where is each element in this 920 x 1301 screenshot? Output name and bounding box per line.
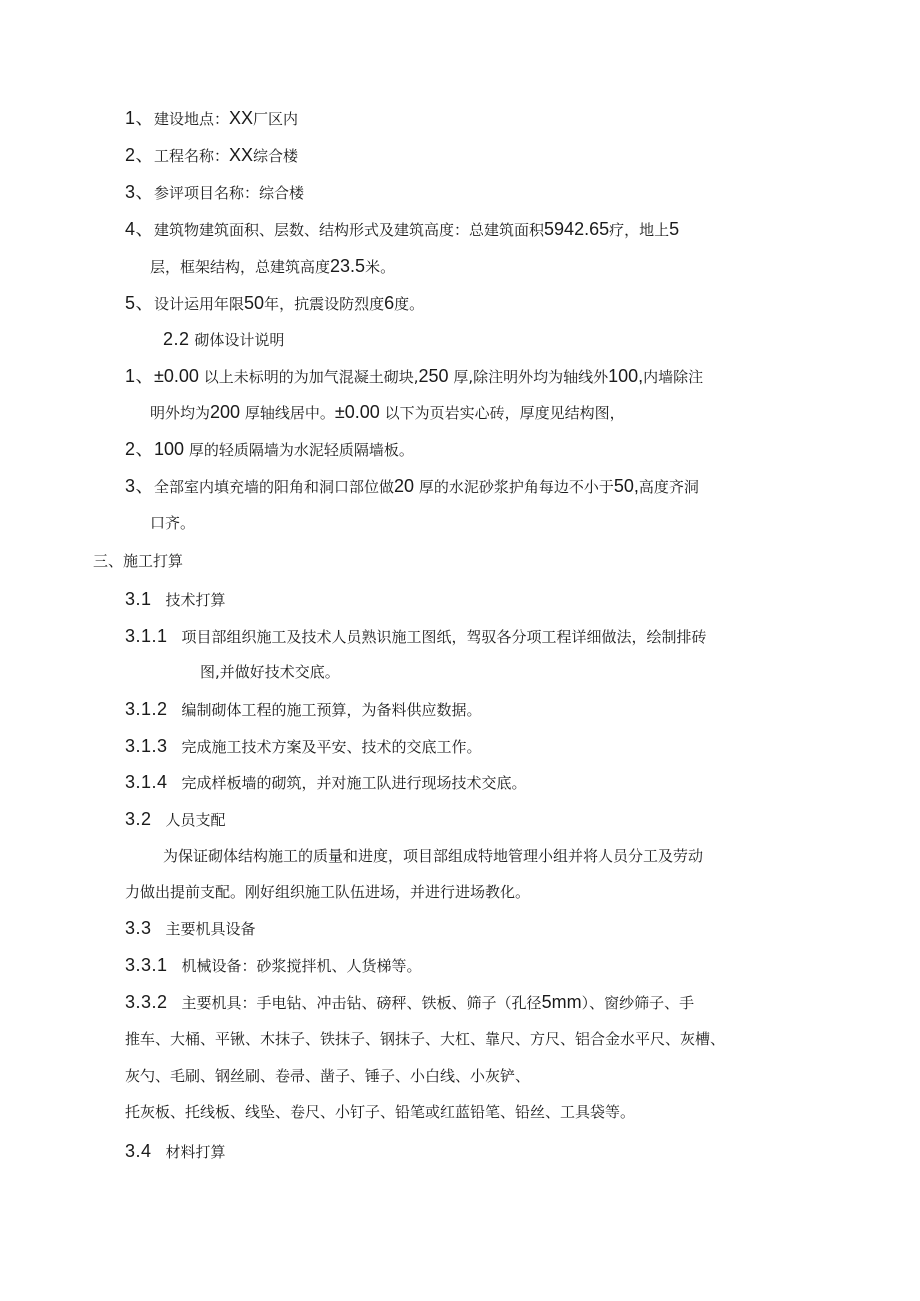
masonry-para-2: 2、100 厚的轻质隔墙为水泥轻质隔墙板。 [125,439,414,459]
heading-3-1-2: 3.1.2 编制砌体工程的施工预算，为备料供应数据。 [125,699,482,719]
heading-3-1-4: 3.1.4 完成样板墙的砌筑，并对施工队进行现场技术交底。 [125,772,527,792]
heading-3-4: 3.4 材料打算 [125,1141,226,1161]
para-3-2-line-1: 为保证砌体结构施工的质量和进度，项目部组成特地管理小组并将人员分工及劳动 [163,847,704,865]
masonry-para-1: 1、±0.00 以上未标明的为加气混凝土砌块,250 厚,除注明外均为轴线外100,内墙除注 [125,366,704,386]
heading-3-1-1-continued: 图,并做好技术交底。 [200,663,340,681]
item-5: 5、设计运用年限50年，抗震设防烈度6度。 [125,293,425,313]
item-1: 1、建设地点：XX厂区内 [125,108,299,128]
tools-line-2: 推车、大桶、平锹、木抹子、铁抹子、钢抹子、大杠、靠尺、方尺、铝合金水平尺、灰槽、 [125,1030,726,1048]
masonry-para-1-continued: 明外均为200 厚轴线居中。±0.00 以下为页岩实心砖，厚度见结构图， [150,402,625,422]
masonry-para-3: 3、全部室内填充墙的阳角和洞口部位做20 厚的水泥砂浆护角每边不小于50,高度齐洞 [125,476,699,496]
masonry-heading: 2.2 砌体设计说明 [163,329,285,349]
heading-3-1: 3.1 技术打算 [125,589,226,609]
para-3-2-line-2: 力做出提前支配。刚好组织施工队伍进场，并进行进场教化。 [125,883,531,901]
tools-line-3: 灰勺、毛刷、钢丝刷、卷帚、凿子、锤子、小白线、小灰铲、 [125,1067,531,1085]
heading-3-3-2: 3.3.2 主要机具：手电钻、冲击钻、磅秤、铁板、筛子（孔径5mm）、窗纱筛子、手 [125,992,695,1012]
item-2: 2、工程名称：XX综合楼 [125,145,299,165]
heading-3-1-1: 3.1.1 项目部组织施工及技术人员熟识施工图纸，驾驭各分项工程详细做法，绘制排砖 [125,626,707,646]
masonry-para-3-continued: 口齐。 [150,514,196,532]
tools-line-4: 托灰板、托线板、线坠、卷尺、小钉子、铅笔或红蓝铅笔、铅丝、工具袋等。 [125,1103,636,1121]
heading-3-2: 3.2 人员支配 [125,809,226,829]
item-4: 4、建筑物建筑面积、层数、结构形式及建筑高度：总建筑面积5942.65疗，地上5 [125,219,680,239]
heading-3-3-1: 3.3.1 机械设备：砂浆搅拌机、人货梯等。 [125,955,422,975]
section-3-title: 三、施工打算 [93,552,184,570]
item-3: 3、参评项目名称：综合楼 [125,182,305,202]
item-4-continued: 层，框架结构，总建筑高度23.5米。 [150,256,396,276]
heading-3-3: 3.3 主要机具设备 [125,918,256,938]
heading-3-1-3: 3.1.3 完成施工技术方案及平安、技术的交底工作。 [125,736,482,756]
